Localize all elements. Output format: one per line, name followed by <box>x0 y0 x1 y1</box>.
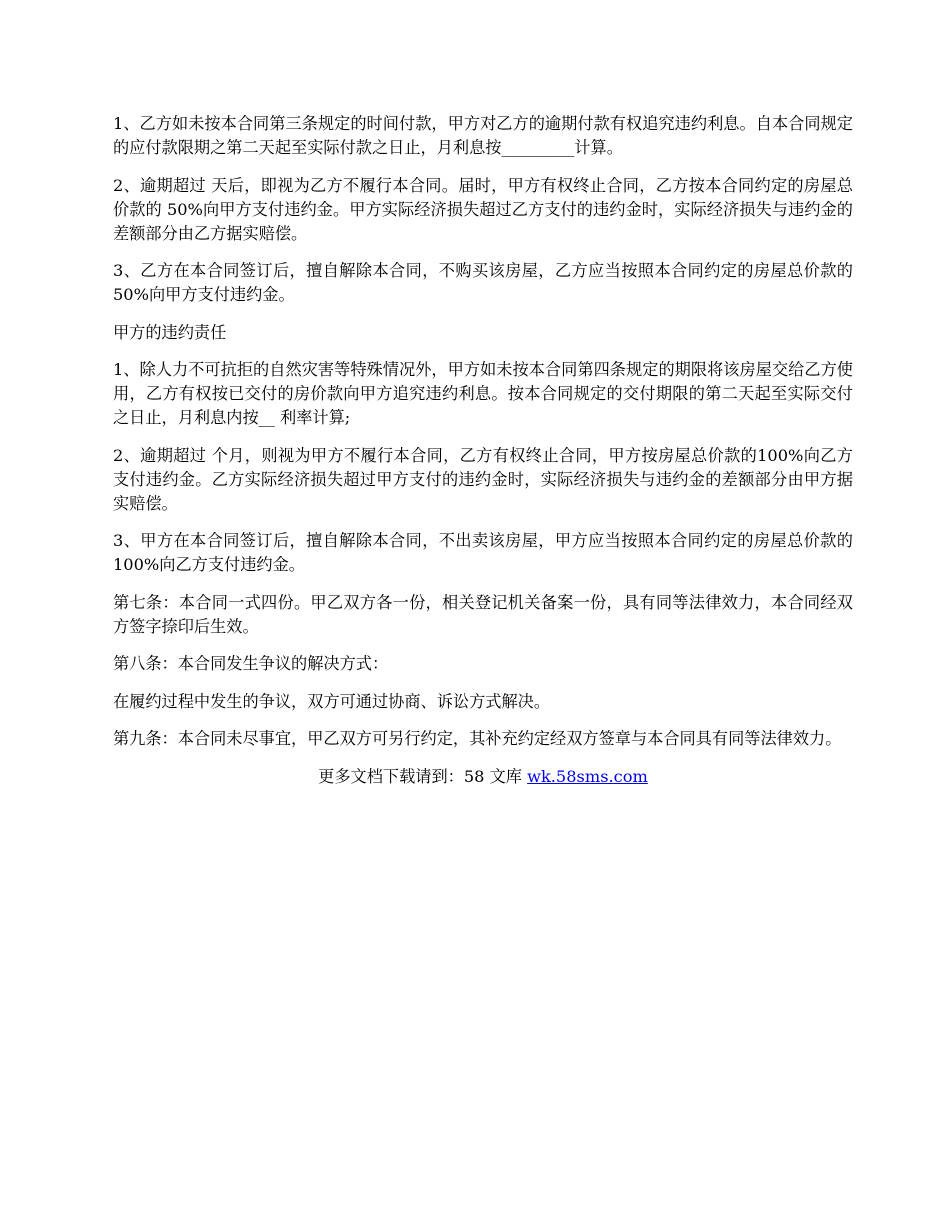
clause-buyer-overdue-termination: 2、逾期超过 天后，即视为乙方不履行本合同。届时，甲方有权终止合同，乙方按本合同约定的房屋总价款的 50%向甲方支付违约金。甲方实际经济损失超过乙方支付的违约金时，实际经济损失与违约金的差额部分由乙方据实赔偿。 <box>113 175 853 243</box>
clause-seller-late-delivery: 1、除人力不可抗拒的自然灾害等特殊情况外，甲方如未按本合同第四条规定的期限将该房屋交给乙方使用，乙方有权按已交付的房价款向甲方追究违约利息。按本合同规定的交付期限的第二天起至实际交付之日止，月利息内按__ 利率计算; <box>113 360 853 427</box>
download-footer <box>113 765 853 789</box>
article-eight-dispute: 第八条：本合同发生争议的解决方式： <box>113 654 389 673</box>
article-nine-supplement: 第九条：本合同未尽事宜，甲乙双方可另行约定，其补充约定经双方签章与本合同具有同等法律效力。 <box>113 729 842 748</box>
clause-buyer-cancellation: 3、乙方在本合同签订后，擅自解除本合同，不购买该房屋，乙方应当按照本合同约定的房屋总价款的 50%向甲方支付违约金。 <box>113 261 853 304</box>
document-page <box>113 112 853 789</box>
clause-seller-overdue-termination: 2、逾期超过 个月，则视为甲方不履行本合同，乙方有权终止合同，甲方按房屋总价款的100%向乙方支付违约金。乙方实际经济损失超过甲方支付的违约金时，实际经济损失与违约金的差额部分由甲方据实赔偿。 <box>113 445 853 513</box>
clause-seller-cancellation: 3、甲方在本合同签订后，擅自解除本合同，不出卖该房屋，甲方应当按照本合同约定的房屋总价款的 100%向乙方支付违约金。 <box>113 531 853 574</box>
article-seven-copies: 第七条：本合同一式四份。甲乙双方各一份，相关登记机关备案一份，具有同等法律效力，本合同经双方签字捺印后生效。 <box>113 592 853 636</box>
footer-prefix: 更多文档下载请到：58 文库 <box>318 766 528 786</box>
dispute-resolution-text: 在履约过程中发生的争议，双方可通过协商、诉讼方式解决。 <box>113 691 551 711</box>
clause-buyer-late-payment: 1、乙方如未按本合同第三条规定的时间付款，甲方对乙方的逾期付款有权追究违约利息。自本合同规定的应付款限期之第二天起至实际付款之日止，月利息按_________计算。 <box>113 114 853 157</box>
footer-link[interactable]: wk.58sms.com <box>527 766 648 786</box>
section-heading-seller-liability: 甲方的违约责任 <box>113 322 227 342</box>
